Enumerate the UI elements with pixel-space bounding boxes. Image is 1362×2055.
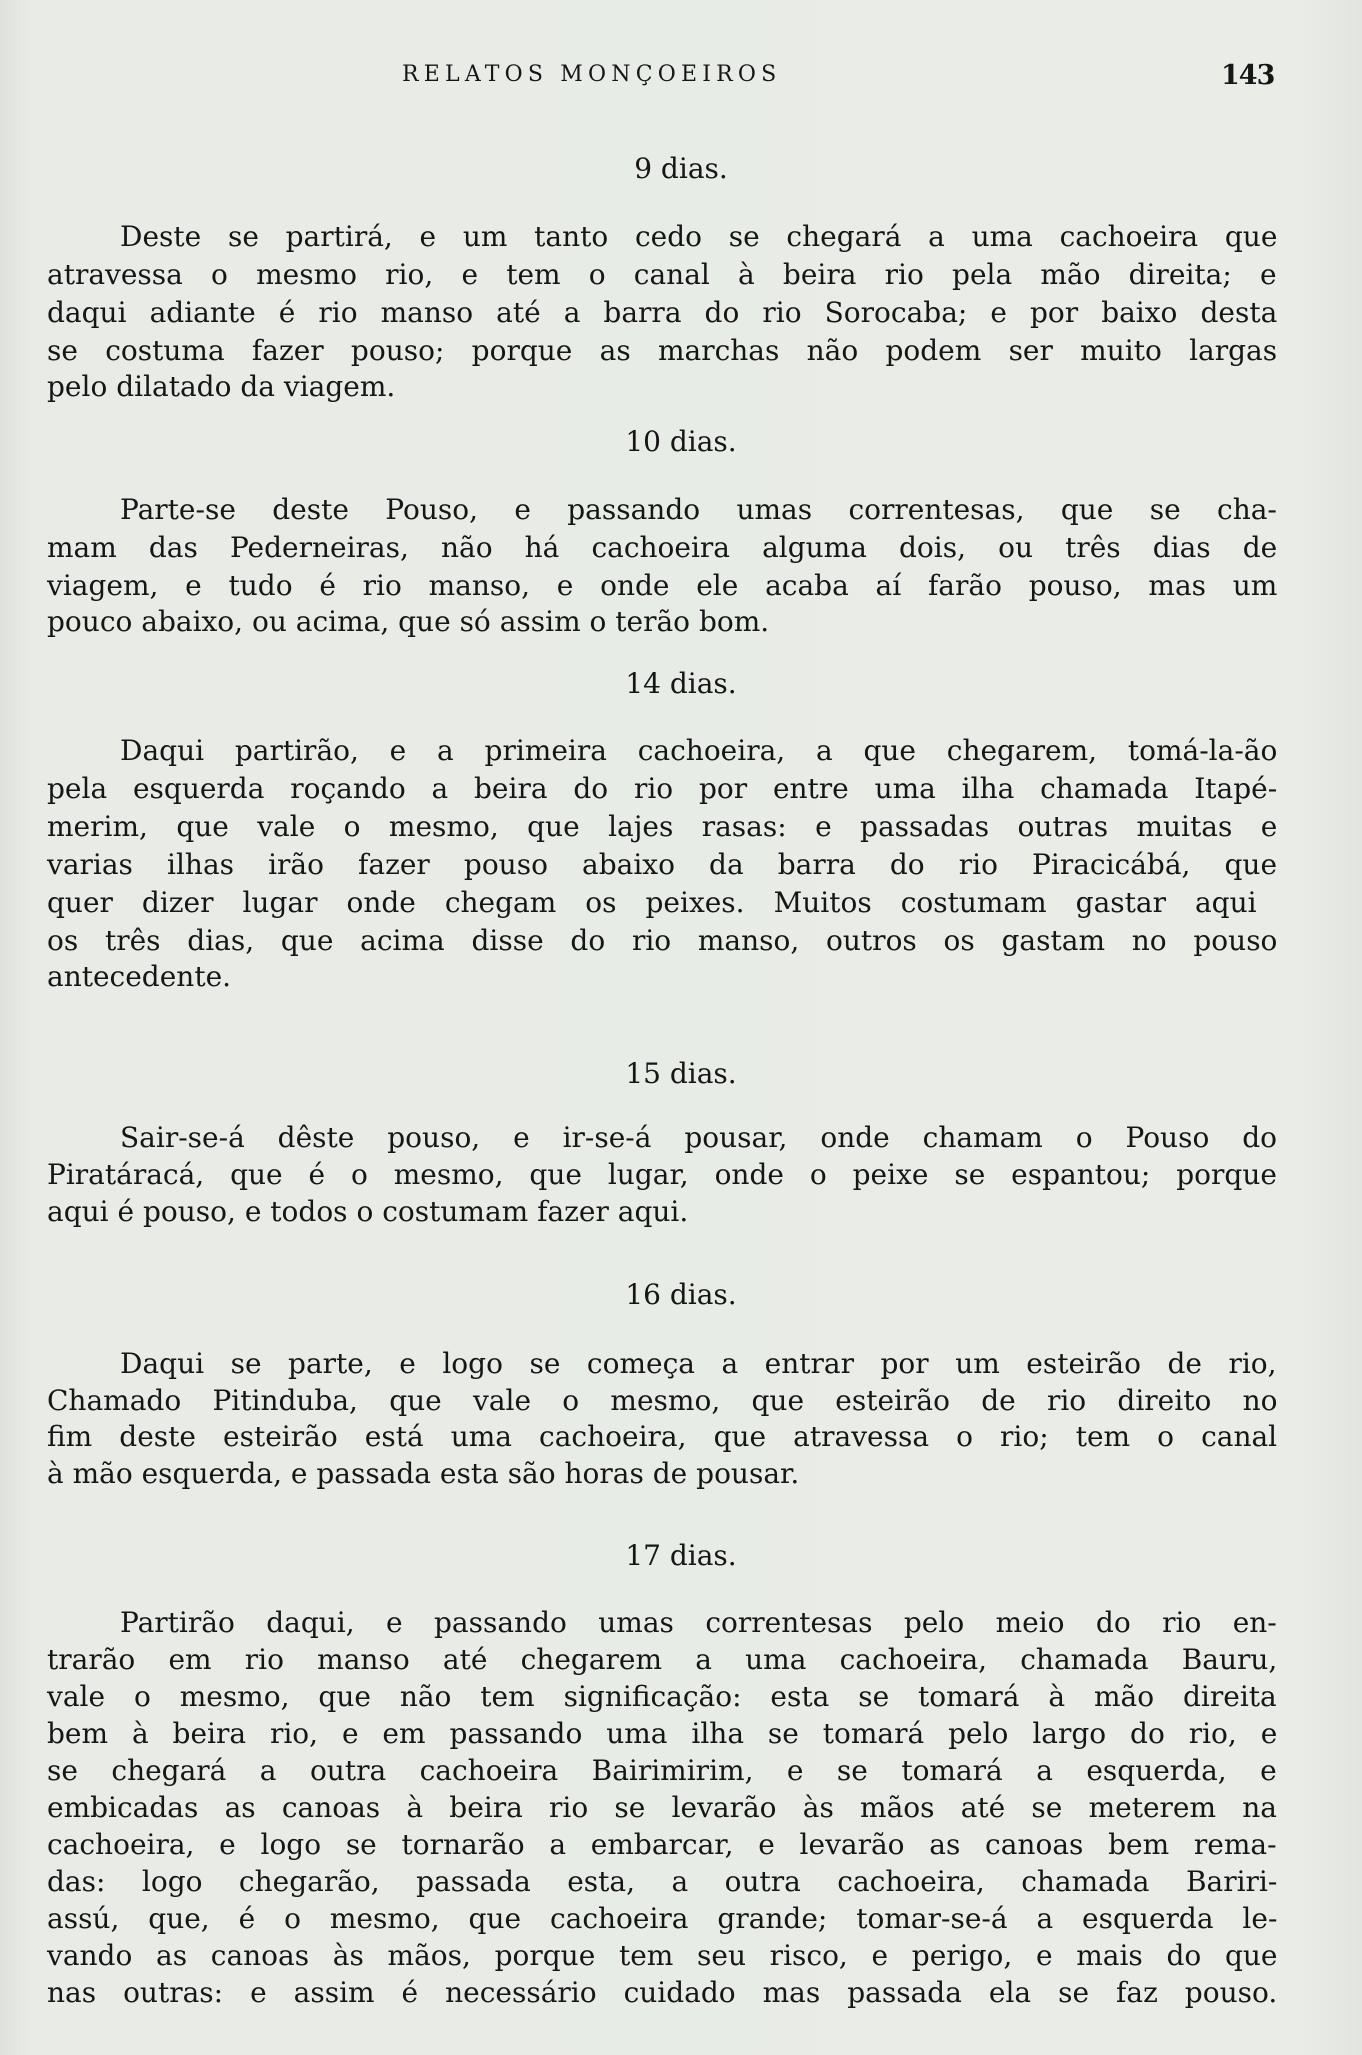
text-line: Partirão daqui, e passando umas correntesas pelo meio do rio en- [120,1606,1277,1639]
text-line: Daqui partirão, e a primeira cachoeira, a que chegarem, tomá-la-ão [120,734,1278,767]
text-line: cachoeira, e logo se tornarão a embarcar, e levarão as canoas bem rema- [47,1828,1277,1861]
text-line: à mão esquerda, e passada esta são horas de pousar. [47,1457,800,1490]
page-number: 143 [1221,60,1275,91]
section-heading: 17 dias. [625,1539,737,1572]
section-heading: 14 dias. [625,667,737,700]
text-line: antecedente. [47,960,232,993]
text-line: se costuma fazer pouso; porque as marchas não podem ser muito largas [47,334,1278,367]
text-line: pelo dilatado da viagem. [47,370,396,403]
section-heading: 10 dias. [625,425,737,458]
text-line: Chamado Pitinduba, que vale o mesmo, que esteirão de rio direito no [47,1384,1278,1417]
text-line: embicadas as canoas à beira rio se levarão às mãos até se meterem na [47,1791,1277,1824]
text-line: os três dias, que acima disse do rio manso, outros os gastam no pouso [47,924,1278,957]
text-line: Deste se partirá, e um tanto cedo se chegará a uma cachoeira que [120,220,1278,253]
text-line: das: logo chegarão, passada esta, a outra cachoeira, chamada Bariri- [47,1865,1278,1898]
running-head [0,62,1362,92]
text-line: bem à beira rio, e em passando uma ilha se tomará pelo largo do rio, e [47,1717,1278,1750]
text-line: merim, que vale o mesmo, que lajes rasas: e passadas outras muitas e [47,810,1278,843]
text-line: quer dizer lugar onde chegam os peixes. Muitos costumam gastar aqui [47,886,1257,919]
running-title: RELATOS MONÇOEIROS [402,62,782,87]
text-line: varias ilhas irão fazer pouso abaixo da barra do rio Piracicábá, que [47,848,1278,881]
text-line: vando as canoas às mãos, porque tem seu risco, e perigo, e mais do que [47,1939,1278,1972]
text-line: daqui adiante é rio manso até a barra do rio Sorocaba; e por baixo desta [47,296,1278,329]
text-line: mam das Pederneiras, não há cachoeira alguma dois, ou três dias de [47,531,1278,564]
section-heading: 15 dias. [625,1057,737,1090]
text-line: pouco abaixo, ou acima, que só assim o terão bom. [47,605,770,638]
text-line: Piratáracá, que é o mesmo, que lugar, onde o peixe se espantou; porque [47,1158,1277,1191]
section-heading: 16 dias. [625,1278,737,1311]
text-line: assú, que, é o mesmo, que cachoeira grande; tomar-se-á a esquerda le- [47,1902,1278,1935]
text-line: fim deste esteirão está uma cachoeira, que atravessa o rio; tem o canal [47,1420,1278,1453]
text-line: Parte-se deste Pouso, e passando umas correntesas, que se cha- [120,493,1277,526]
text-line: aqui é pouso, e todos o costumam fazer aqui. [47,1195,689,1228]
text-line: atravessa o mesmo rio, e tem o canal à beira rio pela mão direita; e [47,258,1277,291]
text-line: se chegará a outra cachoeira Bairimirim, e se tomará a esquerda, e [47,1754,1277,1787]
text-line: trarão em rio manso até chegarem a uma cachoeira, chamada Bauru, [47,1643,1278,1676]
text-line: viagem, e tudo é rio manso, e onde ele acaba aí farão pouso, mas um [47,569,1278,602]
text-line: nas outras: e assim é necessário cuidado mas passada ela se faz pouso. [47,1976,1278,2009]
section-heading: 9 dias. [634,152,728,185]
text-line: Daqui se parte, e logo se começa a entrar por um esteirão de rio, [120,1347,1277,1380]
text-line: Sair-se-á dêste pouso, e ir-se-á pousar, onde chamam o Pouso do [120,1121,1277,1154]
text-line: pela esquerda roçando a beira do rio por entre uma ilha chamada Itapé- [47,772,1278,805]
text-line: vale o mesmo, que não tem significação: esta se tomará à mão direita [47,1680,1277,1713]
